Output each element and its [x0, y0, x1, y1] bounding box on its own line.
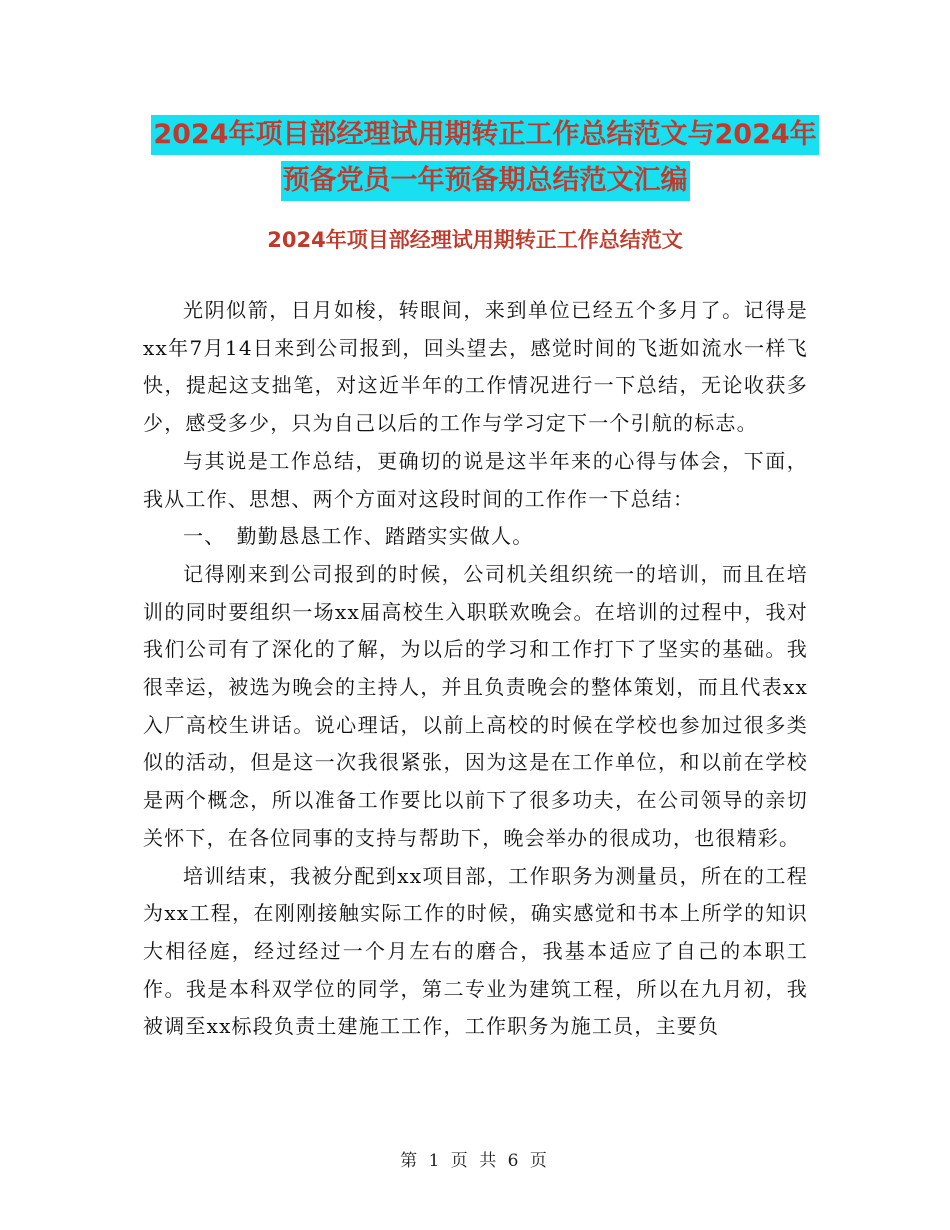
paragraph-5: 培训结束，我被分配到xx项目部，工作职务为测量员，所在的工程为xx工程，在刚刚接触实际工作的时候，确实感觉和书本上所学的知识大相径庭，经过经过一个月左右的磨合，我基本适应了自己的本职工作。我是本科双学位的同学，第二专业为建筑工程，所以在九月初，我被调至xx标段负责土建施工工作，工作职务为施工员，主要负	[143, 863, 808, 1039]
body-text	[143, 292, 808, 1046]
document-title	[140, 112, 830, 204]
title-line-1: 2024年项目部经理试用期转正工作总结范文与2024年	[151, 115, 818, 155]
paragraph-4: 记得刚来到公司报到的时候，公司机关组织统一的培训，而且在培训的同时要组织一场xx届高校生入职联欢晚会。在培训的过程中，我对我们公司有了深化的了解，为以后的学习和工作打下了坚实的基础。我很幸运，被选为晚会的主持人，并且负责晚会的整体策划，而且代表xx入厂高校生讲话。说心理话，以前上高校的时候在学校也参加过很多类似的活动，但是这一次我很紧张，因为这是在工作单位，和以前在学校是两个概念，所以准备工作要比以前下了很多功夫，在公司领导的亲切关怀下，在各位同事的支持与帮助下，晚会举办的很成功，也很精彩。	[143, 561, 808, 850]
paragraph-1: 光阴似箭，日月如梭，转眼间，来到单位已经五个多月了。记得是xx年7月14日来到公司报到，回头望去，感觉时间的飞逝如流水一样飞快，提起这支拙笔，对这近半年的工作情况进行一下总结，无论收获多少，感受多少，只为自己以后的工作与学习定下一个引航的标志。	[143, 298, 808, 436]
section-title: 2024年项目部经理试用期转正工作总结范文	[267, 228, 683, 252]
paragraph-3-heading: 一、 勤勤恳恳工作、踏踏实实做人。	[183, 524, 534, 549]
title-line-2: 预备党员一年预备期总结范文汇编	[281, 161, 690, 201]
page-footer: 第 1 页 共 6 页	[400, 1151, 550, 1171]
paragraph-2: 与其说是工作总结，更确切的说是这半年来的心得与体会，下面，我从工作、思想、两个方面对这段时间的工作作一下总结：	[143, 448, 808, 511]
